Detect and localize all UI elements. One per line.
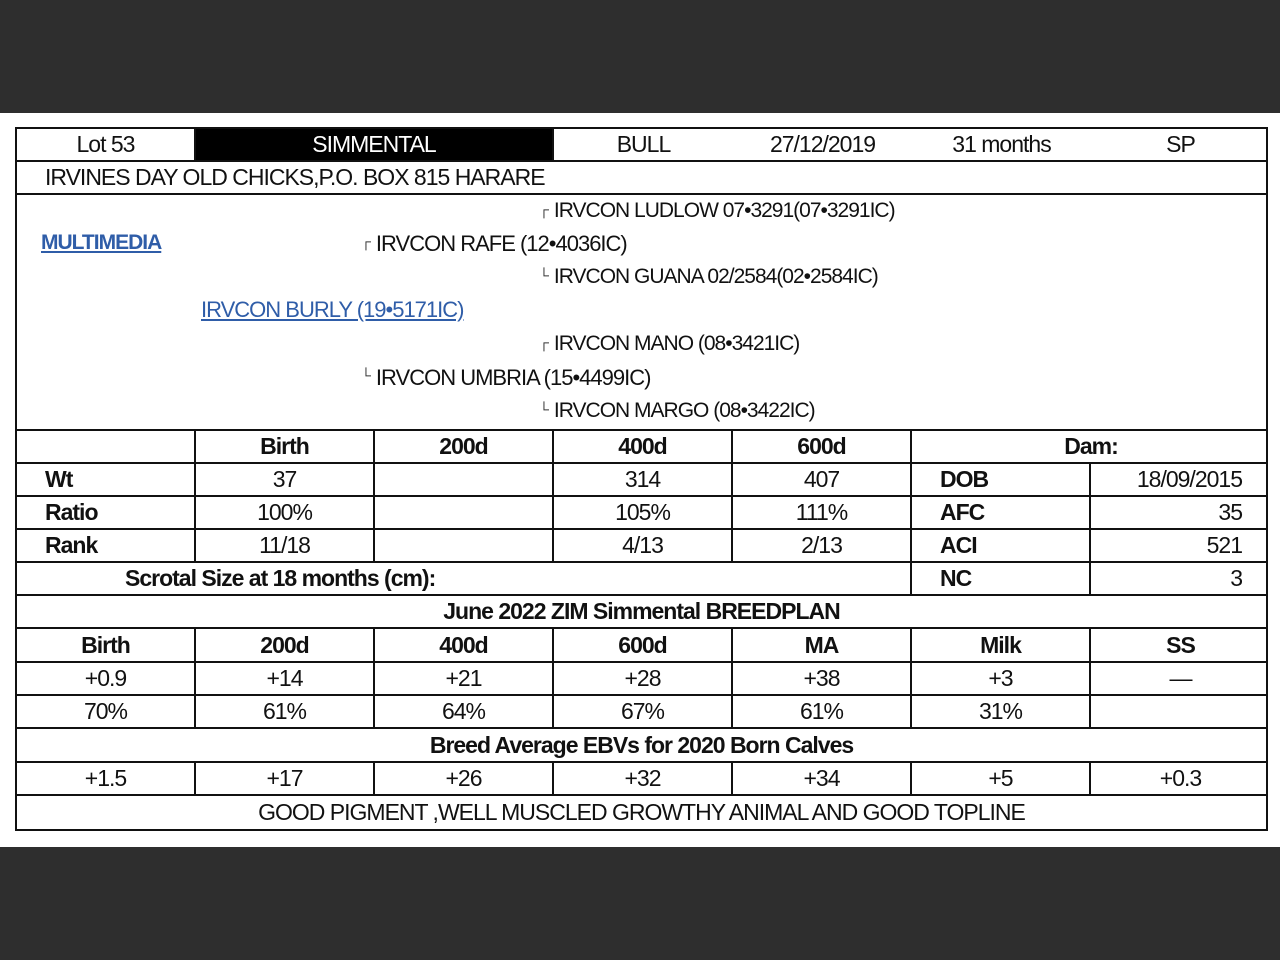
ebv-row [17, 663, 1266, 696]
col-200d: 200d [375, 431, 554, 462]
dam-dam-name: IRVCON MARGO (08•3422IC) [553, 399, 815, 422]
table-cell: +32 [554, 763, 733, 794]
table-cell: +26 [375, 763, 554, 794]
ebv-col-milk: Milk [912, 629, 1091, 661]
dam-value: 18/09/2015 [1136, 466, 1242, 492]
table-cell: +0.3 [1159, 765, 1202, 791]
table-cell: +5 [912, 763, 1091, 794]
ebv-col-birth: Birth [17, 629, 196, 661]
dam-label: Dam: [1064, 433, 1118, 459]
sire-dam [539, 265, 878, 289]
table-cell: 61% [733, 696, 912, 727]
table-cell: 2/13 [733, 530, 912, 561]
animal-comment: GOOD PIGMENT ,WELL MUSCLED GROWTHY ANIMAL AND GOOD TOPLINE [258, 799, 1025, 825]
age: 31 months [952, 131, 1051, 157]
rank-row [17, 530, 1266, 563]
breed-average-row [17, 763, 1266, 796]
col-birth: Birth [196, 431, 375, 462]
dam-sire [539, 332, 799, 356]
col-400d: 400d [554, 431, 733, 462]
table-cell: +0.9 [17, 663, 196, 694]
bracket-mark: └ [539, 267, 548, 283]
nc-value: 3 [1230, 565, 1242, 591]
breedplan-title: June 2022 ZIM Simmental BREEDPLAN [443, 598, 840, 624]
table-cell: 407 [733, 464, 912, 495]
ebv-col-600d: 600d [554, 629, 733, 661]
multimedia-link[interactable]: MULTIMEDIA [41, 231, 162, 254]
breed-name: SIMMENTAL [196, 129, 554, 160]
breedplan-title-row [17, 596, 1266, 629]
scrotal-size-label: Scrotal Size at 18 months (cm): [17, 563, 912, 594]
table-cell: +34 [733, 763, 912, 794]
animal-name-link[interactable]: IRVCON BURLY (19•5171IC) [201, 297, 464, 322]
table-cell: 105% [554, 497, 733, 528]
sire-dam-name: IRVCON GUANA 02/2584(02•2584IC) [553, 265, 878, 288]
nc-key: NC [912, 563, 1091, 594]
blank-cell [17, 431, 196, 462]
ebv-col-ss: SS [1166, 631, 1195, 658]
document-sheet [0, 113, 1280, 847]
performance-header-row [17, 431, 1266, 464]
table-cell: +1.5 [17, 763, 196, 794]
ebv-col-200d: 200d [196, 629, 375, 661]
table-cell: 314 [554, 464, 733, 495]
table-cell: 100% [196, 497, 375, 528]
dam-value: 521 [1206, 532, 1242, 558]
ebv-col-ma: MA [733, 629, 912, 661]
sire-name: IRVCON RAFE (12•4036IC) [375, 231, 627, 256]
table-cell: +17 [196, 763, 375, 794]
lot-card [15, 127, 1268, 831]
table-cell: +21 [375, 663, 554, 694]
breeder-address: IRVINES DAY OLD CHICKS,P.O. BOX 815 HARARE [45, 164, 545, 190]
dam [361, 365, 650, 391]
sire-sire [539, 199, 895, 223]
code: SP [1166, 131, 1195, 157]
table-cell [375, 530, 554, 561]
table-cell: — [1169, 665, 1192, 691]
table-cell: +3 [912, 663, 1091, 694]
table-cell: +28 [554, 663, 733, 694]
table-cell: 11/18 [196, 530, 375, 561]
lot-header-row [17, 129, 1266, 162]
lot-number: Lot 53 [17, 129, 196, 160]
pedigree-section [17, 195, 1266, 431]
breeder-row [17, 162, 1266, 195]
bracket-mark: ┌ [361, 233, 370, 249]
ebv-col-400d: 400d [375, 629, 554, 661]
bracket-mark: └ [361, 367, 370, 383]
table-cell: 67% [554, 696, 733, 727]
col-600d: 600d [733, 431, 912, 462]
row-label: Wt [17, 464, 196, 495]
table-cell: +14 [196, 663, 375, 694]
table-cell: 37 [196, 464, 375, 495]
bracket-mark: └ [539, 401, 548, 417]
dam-name: IRVCON UMBRIA (15•4499IC) [375, 365, 651, 390]
dam-key: ACI [912, 530, 1091, 561]
row-label: Ratio [17, 497, 196, 528]
table-cell: 4/13 [554, 530, 733, 561]
scrotal-row [17, 563, 1266, 596]
weight-row [17, 464, 1266, 497]
breed-average-title: Breed Average EBVs for 2020 Born Calves [429, 731, 854, 758]
dam-dam [539, 399, 815, 423]
comment-row [17, 796, 1266, 829]
table-cell: 70% [17, 696, 196, 727]
table-cell [375, 497, 554, 528]
table-cell [375, 464, 554, 495]
table-cell: +38 [733, 663, 912, 694]
breed-average-title-row [17, 729, 1266, 763]
bracket-mark: ┌ [539, 201, 548, 217]
sex: BULL [616, 131, 671, 157]
dam-key: AFC [912, 497, 1091, 528]
ebv-header-row [17, 629, 1266, 663]
dam-key: DOB [912, 464, 1091, 495]
table-cell: 61% [196, 696, 375, 727]
bracket-mark: ┌ [539, 334, 548, 350]
table-cell: 111% [733, 497, 912, 528]
table-cell [1091, 696, 1270, 727]
ratio-row [17, 497, 1266, 530]
table-cell: 31% [912, 696, 1091, 727]
sire-sire-name: IRVCON LUDLOW 07•3291(07•3291IC) [553, 199, 895, 222]
row-label: Rank [17, 530, 196, 561]
sire [361, 231, 627, 257]
date-of-birth: 27/12/2019 [769, 131, 876, 157]
dam-sire-name: IRVCON MANO (08•3421IC) [553, 332, 800, 355]
table-cell: 64% [375, 696, 554, 727]
dam-value: 35 [1218, 499, 1242, 525]
accuracy-row [17, 696, 1266, 729]
